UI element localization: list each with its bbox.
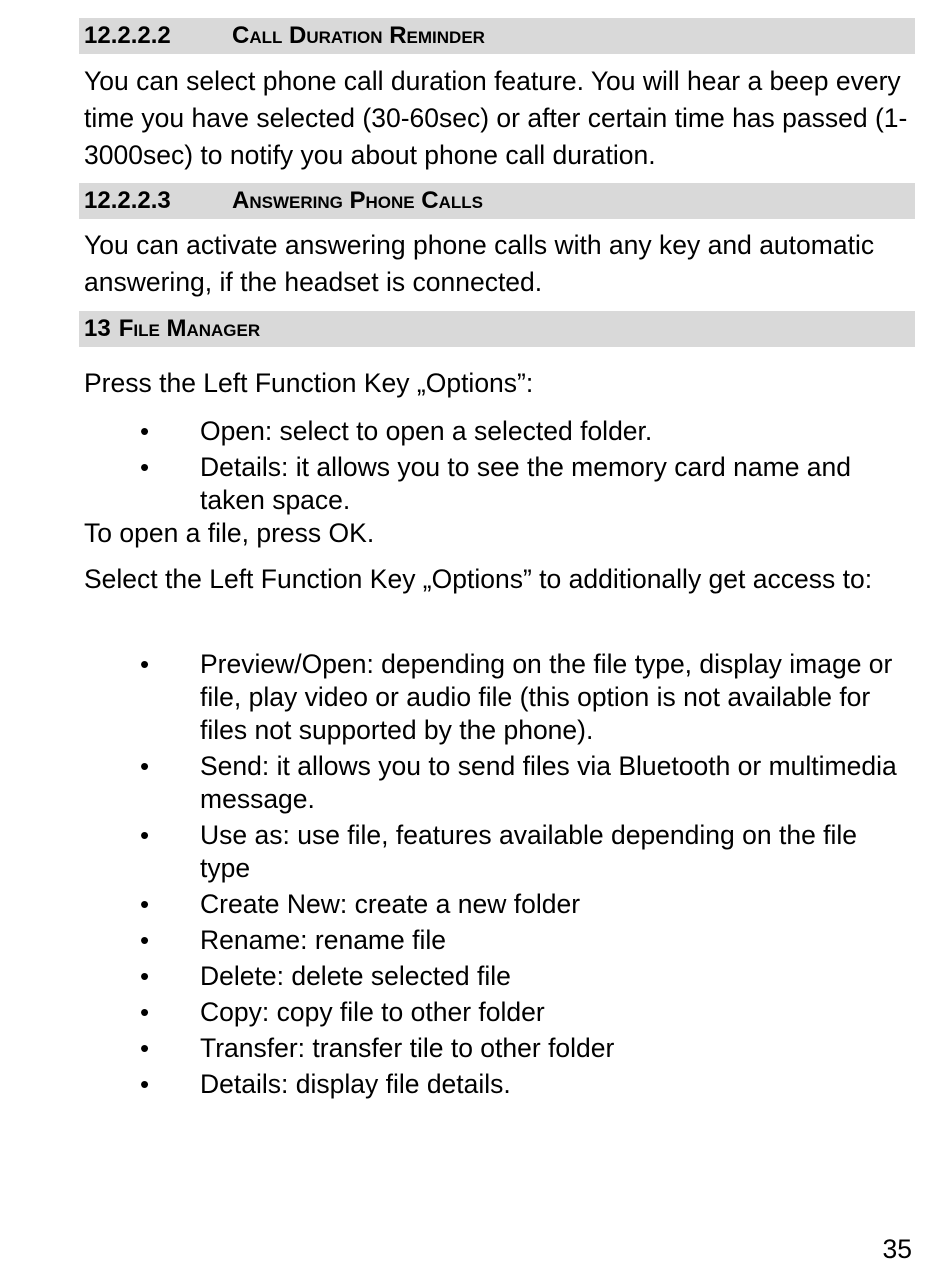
list-item (0, 888, 910, 921)
list-item (0, 451, 910, 517)
list-item-text: Open: select to open a selected folder. (200, 416, 653, 446)
open-file-text: To open a file, press OK. (84, 518, 375, 548)
bullet-icon: • (140, 1033, 150, 1063)
list-item-text: Rename: rename file (200, 925, 446, 955)
page-number: 35 (882, 1234, 912, 1264)
list-item-text: Details: it allows you to see the memory card name and taken space. (200, 452, 852, 515)
list-item-text: Transfer: transfer tile to other folder (200, 1033, 615, 1063)
section-number: 12.2.2.2 (84, 22, 171, 49)
options-intro-paragraph: Select the Left Function Key „Options” to additionally get access to: (84, 564, 873, 594)
list-item-text: Details: display file details. (200, 1069, 511, 1099)
list-item-text: Delete: delete selected file (200, 961, 511, 991)
list-item (0, 1032, 910, 1065)
list-item (0, 960, 910, 993)
file-manager-options-list (0, 415, 910, 517)
list-item-text: Use as: use file, features available depending on the file type (200, 820, 858, 883)
bullet-icon: • (140, 1069, 150, 1099)
bullet-icon: • (140, 889, 150, 919)
list-item-text: Create New: create a new folder (200, 889, 581, 919)
bullet-icon: • (140, 751, 150, 781)
bullet-icon: • (140, 649, 150, 679)
list-item-text: Preview/Open: depending on the file type, display image or file, play video or audio file (this option is not available for files not supported by the phone). (200, 649, 893, 745)
list-item (0, 1068, 910, 1101)
bullet-icon: • (140, 997, 150, 1027)
section-heading-file-manager (79, 311, 915, 347)
section-title: Call Duration Reminder (232, 22, 485, 49)
bullet-icon: • (140, 452, 150, 482)
answering-calls-paragraph: You can activate answering phone calls with any key and automatic answering, if the headset is connected. (84, 230, 875, 297)
bullet-icon: • (140, 925, 150, 955)
list-item (0, 750, 910, 816)
file-manager-intro: Press the Left Function Key „Options”: (84, 368, 534, 398)
section-heading-call-duration-reminder (79, 18, 915, 54)
list-item (0, 996, 910, 1029)
list-item (0, 415, 910, 448)
section-number: 12.2.2.3 (84, 187, 171, 214)
file-options-list (0, 648, 910, 1101)
bullet-icon: • (140, 416, 150, 446)
section-title: File Manager (118, 315, 261, 342)
list-item-text: Copy: copy file to other folder (200, 997, 545, 1027)
call-duration-paragraph: You can select phone call duration feature. You will hear a beep every time you have selected (30-60sec) or after certain time has passed (1-3000sec) to notify you about phone call duration. (84, 66, 908, 170)
list-item (0, 648, 910, 747)
list-item-text: Send: it allows you to send files via Bluetooth or multimedia message. (200, 751, 897, 814)
section-number: 13 (84, 315, 111, 342)
section-title: Answering Phone Calls (232, 187, 484, 214)
list-item (0, 924, 910, 957)
section-heading-answering-phone-calls (79, 183, 915, 219)
bullet-icon: • (140, 961, 150, 991)
bullet-icon: • (140, 820, 150, 850)
list-item (0, 819, 910, 885)
